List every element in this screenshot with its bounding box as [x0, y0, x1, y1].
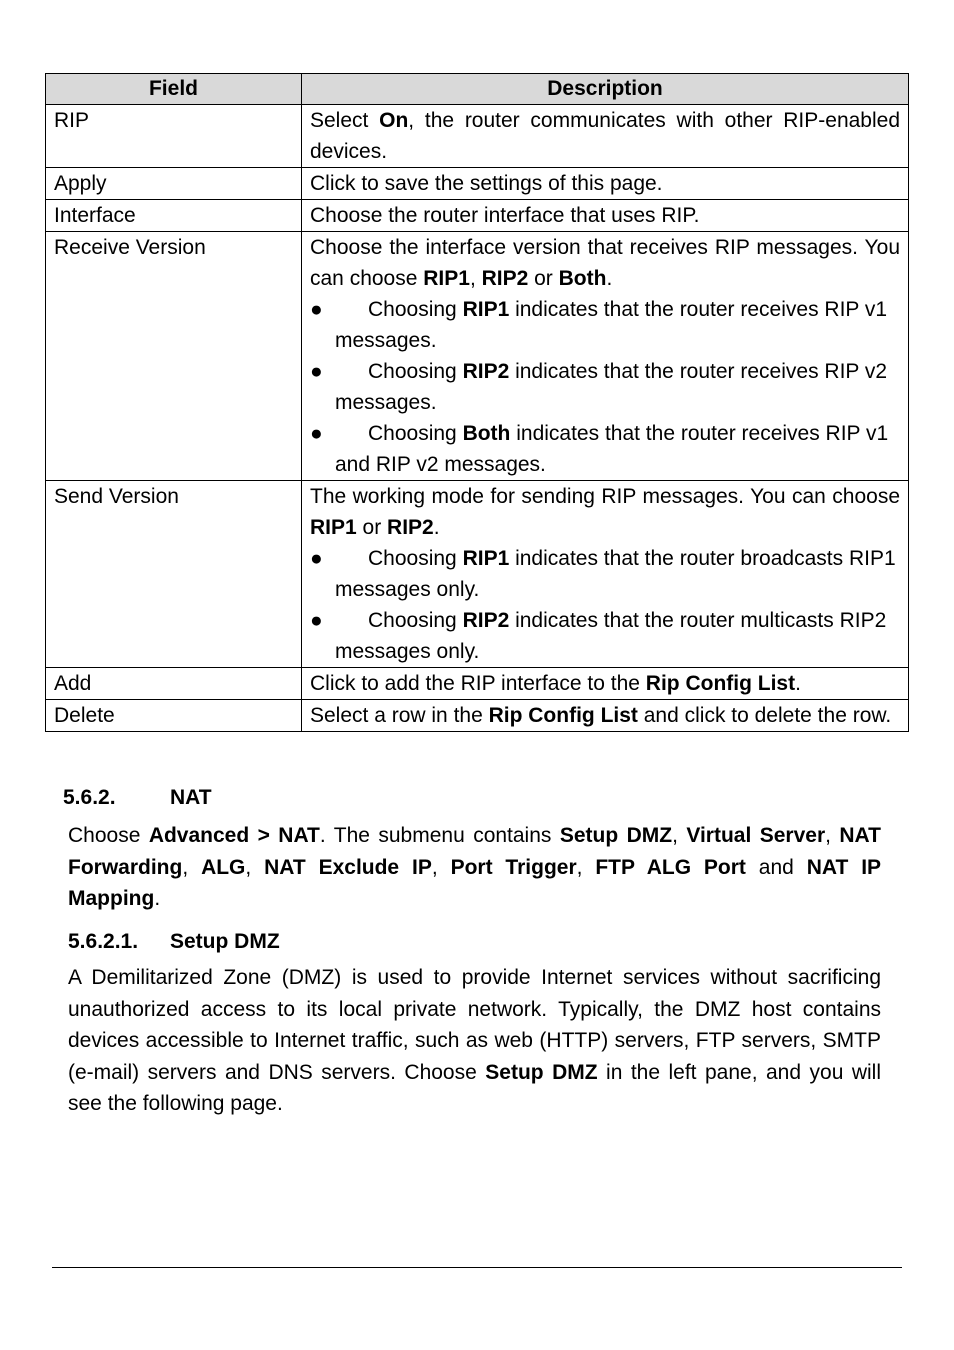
table-body: [46, 105, 909, 732]
text-run: A Demilitarized Zone (DMZ) is used to provide Internet services without sacrificing unauthorized access to its local private network. Typically, the DMZ host contains devices accessible to Internet traffic, such as web (HTTP) servers, FTP servers, SMTP (e-mail) servers and DNS servers. Choose: [68, 966, 881, 1084]
text-run: indicates that the router broadcasts RIP1 messages only.: [335, 547, 896, 601]
text-run: ,: [825, 824, 840, 847]
table-row: [46, 105, 909, 168]
text-run: Choose: [68, 824, 149, 847]
bold-text: Port Trigger: [450, 855, 577, 879]
bullet-dot-icon: ●: [310, 422, 323, 445]
description-cell: [302, 481, 909, 668]
text-run: Choosing: [368, 298, 463, 321]
text-run: .: [433, 516, 440, 539]
field-cell: Apply: [46, 168, 302, 200]
text-run: indicates that the router multicasts RIP2 messages only.: [335, 609, 887, 663]
table-row: [46, 168, 909, 200]
bold-text: RIP1: [310, 516, 357, 539]
description-text: [310, 109, 900, 163]
section-title: NAT: [170, 786, 212, 809]
bullet-dot-icon: ●: [310, 360, 323, 383]
bullet-item: [310, 418, 900, 480]
bullet-item: [310, 605, 900, 667]
bold-text: RIP1: [423, 267, 470, 290]
section-paragraph: [68, 820, 881, 915]
bold-text: NAT Forwarding: [68, 824, 881, 879]
bold-text: Both: [462, 422, 511, 445]
text-run: ,: [431, 855, 451, 879]
text-run: or: [356, 516, 388, 539]
table-row: [46, 200, 909, 232]
text-run: Click to add the RIP interface to the: [310, 672, 646, 695]
bold-text: RIP1: [462, 298, 510, 321]
table-row: [46, 700, 909, 732]
text-run: Choose the interface version that receives RIP messages. You can choose: [310, 236, 900, 290]
text-run: ,: [672, 824, 687, 847]
bullet-dot-icon: ●: [310, 609, 323, 632]
text-run: or: [528, 267, 559, 290]
text-run: indicates that the router receives RIP v1 and RIP v2 messages.: [335, 422, 889, 476]
bold-text: Rip Config List: [488, 704, 638, 727]
bullet-item: [310, 294, 900, 356]
bold-text: Setup DMZ: [559, 824, 673, 847]
description-text: [310, 236, 900, 290]
text-run: and click to delete the row.: [637, 704, 892, 727]
text-run: indicates that the router receives RIP v2 messages.: [335, 360, 888, 414]
field-cell: Delete: [46, 700, 302, 732]
section-number: 5.6.2.: [63, 786, 116, 809]
text-run: Select: [310, 109, 380, 132]
field-description-table: [45, 73, 909, 732]
description-cell: [302, 200, 909, 232]
table-row: [46, 481, 909, 668]
description-text: [310, 485, 900, 539]
subsection-heading: [68, 926, 280, 957]
field-cell: RIP: [46, 105, 302, 168]
text-run: .: [795, 672, 801, 695]
text-run: Choose the router interface that uses RIP.: [310, 204, 700, 227]
bold-text: RIP2: [462, 360, 510, 383]
text-run: indicates that the router receives RIP v1 messages.: [335, 298, 888, 352]
text-run: . The submenu contains: [319, 824, 560, 847]
table-header-row: [46, 74, 909, 105]
description-cell: [302, 668, 909, 700]
text-run: in the left pane, and you will see the following page.: [68, 1060, 882, 1115]
description-cell: [302, 700, 909, 732]
section-heading: [63, 782, 212, 813]
bold-text: Both: [558, 267, 607, 290]
bold-text: RIP2: [462, 609, 510, 632]
description-text: [310, 672, 801, 695]
header-field: Field: [46, 74, 302, 105]
text-run: and: [745, 855, 807, 879]
header-description: Description: [302, 74, 909, 105]
description-cell: [302, 105, 909, 168]
text-run: Select a row in the: [310, 704, 489, 727]
field-cell: Send Version: [46, 481, 302, 668]
description-text: [310, 172, 663, 195]
text-run: Choosing: [368, 547, 463, 570]
text-run: ,: [182, 855, 202, 879]
text-run: .: [154, 887, 161, 910]
description-cell: [302, 168, 909, 200]
text-run: , the router communicates with other RIP-enabled devices.: [310, 109, 901, 163]
text-run: Choosing: [368, 360, 463, 383]
field-cell: Interface: [46, 200, 302, 232]
bold-text: FTP ALG Port: [595, 855, 746, 879]
bold-text: NAT Exclude IP: [264, 855, 432, 879]
bullet-item: [310, 356, 900, 418]
bold-text: Advanced > NAT: [148, 824, 320, 847]
subsection-number: 5.6.2.1.: [68, 930, 139, 953]
field-cell: Receive Version: [46, 232, 302, 481]
text-run: ,: [245, 855, 265, 879]
text-run: ,: [576, 855, 596, 879]
description-text: [310, 204, 700, 227]
bold-text: RIP1: [462, 547, 510, 570]
table-row: [46, 668, 909, 700]
text-run: Choosing: [368, 422, 463, 445]
text-run: Choosing: [368, 609, 463, 632]
bold-text: Setup DMZ: [485, 1060, 598, 1084]
footer-rule: [52, 1267, 902, 1268]
text-run: ,: [469, 267, 482, 290]
bullet-item: [310, 543, 900, 605]
bold-text: NAT IP Mapping: [68, 855, 882, 910]
bold-text: ALG: [201, 855, 246, 879]
bullet-dot-icon: ●: [310, 547, 323, 570]
field-cell: Add: [46, 668, 302, 700]
text-run: .: [606, 267, 613, 290]
subsection-paragraph: [68, 962, 881, 1120]
text-run: Click to save the settings of this page.: [310, 172, 663, 195]
description-cell: [302, 232, 909, 481]
bold-text: Virtual Server: [686, 824, 826, 847]
bullet-dot-icon: ●: [310, 298, 323, 321]
text-run: The working mode for sending RIP messages. You can choose: [310, 485, 900, 508]
description-text: [310, 704, 891, 727]
subsection-title: Setup DMZ: [170, 930, 280, 953]
bold-text: On: [379, 109, 409, 132]
bold-text: RIP2: [387, 516, 434, 539]
bold-text: Rip Config List: [645, 672, 796, 695]
table-row: [46, 232, 909, 481]
bold-text: RIP2: [481, 267, 529, 290]
